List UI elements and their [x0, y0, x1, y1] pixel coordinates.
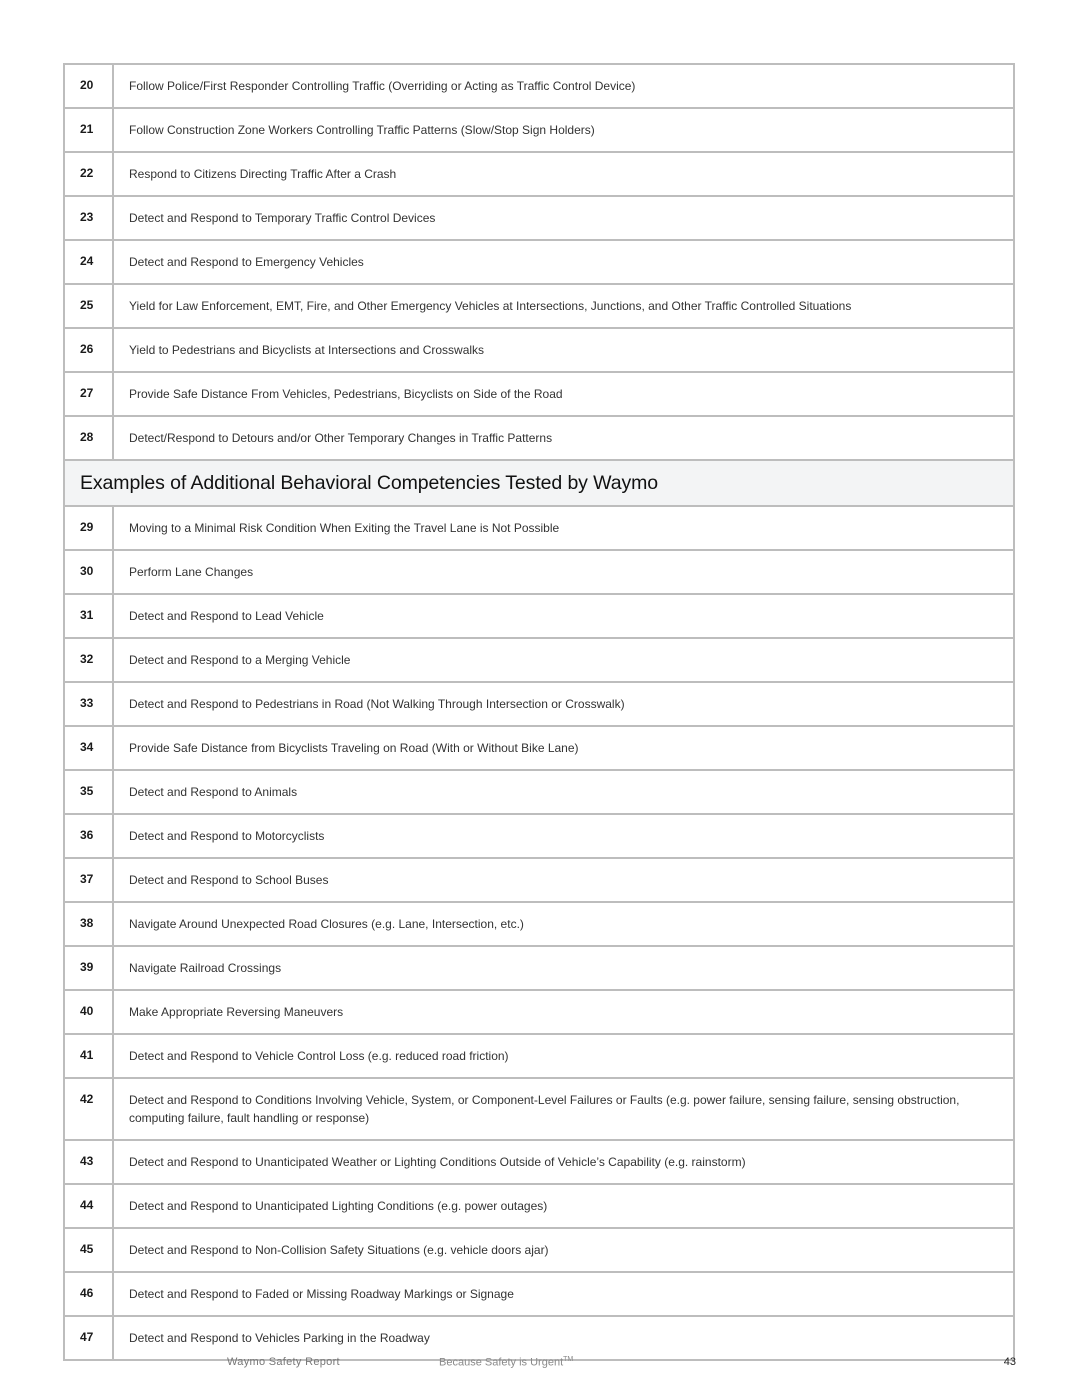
row-number: 28: [65, 417, 114, 459]
row-number: 47: [65, 1317, 114, 1359]
table-row: [65, 683, 1013, 727]
table-row: [65, 109, 1013, 153]
footer-tagline-text: Because Safety is Urgent: [439, 1356, 564, 1369]
row-description: Follow Construction Zone Workers Controlling Traffic Patterns (Slow/Stop Sign Holders): [129, 123, 595, 137]
row-description: Detect and Respond to Vehicles Parking in the Roadway: [129, 1331, 430, 1345]
row-description: Follow Police/First Responder Controlling Traffic (Overriding or Acting as Traffic Control Device): [129, 79, 636, 93]
row-number: 45: [65, 1229, 114, 1271]
row-number: 42: [65, 1079, 114, 1139]
row-description: Detect and Respond to Emergency Vehicles: [129, 255, 364, 269]
row-description: Yield for Law Enforcement, EMT, Fire, and Other Emergency Vehicles at Intersections, Junctions, and Other Traffic Controlled Situations: [129, 299, 852, 313]
row-number: 26: [65, 329, 114, 371]
row-description: Provide Safe Distance from Bicyclists Traveling on Road (With or Without Bike Lane): [129, 741, 579, 755]
row-number: 25: [65, 285, 114, 327]
row-description: Detect and Respond to Faded or Missing Roadway Markings or Signage: [129, 1287, 514, 1301]
row-number: 27: [65, 373, 114, 415]
table-row: [65, 507, 1013, 551]
row-description: Detect/Respond to Detours and/or Other Temporary Changes in Traffic Patterns: [129, 431, 553, 445]
table-row: [65, 639, 1013, 683]
table-row: [65, 771, 1013, 815]
row-number: 22: [65, 153, 114, 195]
table-row: [65, 329, 1013, 373]
table-row: [65, 197, 1013, 241]
row-number: 31: [65, 595, 114, 637]
row-description: Navigate Railroad Crossings: [129, 961, 282, 975]
table-row: [65, 991, 1013, 1035]
row-number: 33: [65, 683, 114, 725]
table-row: [65, 241, 1013, 285]
row-number: 36: [65, 815, 114, 857]
page-number: 43: [1003, 1356, 1016, 1368]
table-row: [65, 859, 1013, 903]
table-section-part2: [65, 507, 1013, 1359]
row-number: 30: [65, 551, 114, 593]
row-description: Provide Safe Distance From Vehicles, Pedestrians, Bicyclists on Side of the Road: [129, 387, 563, 401]
row-description: Detect and Respond to Vehicle Control Loss (e.g. reduced road friction): [129, 1049, 509, 1063]
row-number: 35: [65, 771, 114, 813]
competencies-table: [63, 63, 1015, 1361]
row-number: 40: [65, 991, 114, 1033]
row-description: Detect and Respond to Non-Collision Safety Situations (e.g. vehicle doors ajar): [129, 1243, 549, 1257]
row-description: Moving to a Minimal Risk Condition When Exiting the Travel Lane is Not Possible: [129, 521, 560, 535]
row-number: 29: [65, 507, 114, 549]
row-description: Yield to Pedestrians and Bicyclists at Intersections and Crosswalks: [129, 343, 485, 357]
row-description: Detect and Respond to Unanticipated Lighting Conditions (e.g. power outages): [129, 1199, 548, 1213]
row-number: 43: [65, 1141, 114, 1183]
row-number: 24: [65, 241, 114, 283]
footer-tagline: [439, 1356, 573, 1369]
row-description: Detect and Respond to Pedestrians in Road (Not Walking Through Intersection or Crosswalk): [129, 697, 625, 711]
table-row: [65, 1273, 1013, 1317]
table-row: [65, 285, 1013, 329]
table-row: [65, 1141, 1013, 1185]
table-row: [65, 373, 1013, 417]
table-row: [65, 727, 1013, 771]
row-description: Perform Lane Changes: [129, 565, 254, 579]
row-description: Detect and Respond to Animals: [129, 785, 298, 799]
table-row: [65, 903, 1013, 947]
row-number: 37: [65, 859, 114, 901]
row-description: Detect and Respond to Lead Vehicle: [129, 609, 324, 623]
table-row: [65, 947, 1013, 991]
row-description: Detect and Respond to Conditions Involving Vehicle, System, or Component-Level Failures or Faults (e.g. power failure, sensing failure, sensing obstruction, computing failure, fault handling or response): [129, 1093, 960, 1125]
row-description: Detect and Respond to Unanticipated Weather or Lighting Conditions Outside of Vehicle’s Capability (e.g. rainstorm): [129, 1155, 746, 1169]
row-description: Detect and Respond to a Merging Vehicle: [129, 653, 351, 667]
row-number: 21: [65, 109, 114, 151]
row-number: 38: [65, 903, 114, 945]
table-row: [65, 153, 1013, 197]
row-number: 34: [65, 727, 114, 769]
row-description: Detect and Respond to Motorcyclists: [129, 829, 325, 843]
row-number: 32: [65, 639, 114, 681]
row-number: 46: [65, 1273, 114, 1315]
table-section-part1: [65, 65, 1013, 461]
row-description: Detect and Respond to School Buses: [129, 873, 329, 887]
row-description: Make Appropriate Reversing Maneuvers: [129, 1005, 344, 1019]
footer-trademark: TM: [563, 1356, 574, 1363]
table-row: [65, 815, 1013, 859]
row-number: 41: [65, 1035, 114, 1077]
row-number: 20: [65, 65, 114, 107]
row-number: 39: [65, 947, 114, 989]
table-row: [65, 1229, 1013, 1273]
section-header: Examples of Additional Behavioral Competencies Tested by Waymo: [65, 461, 1013, 507]
table-row: [65, 1079, 1013, 1141]
table-row: [65, 1317, 1013, 1359]
table-row: [65, 1035, 1013, 1079]
table-row: [65, 1185, 1013, 1229]
table-row: [65, 65, 1013, 109]
row-description: Navigate Around Unexpected Road Closures (e.g. Lane, Intersection, etc.): [129, 917, 524, 931]
row-number: 23: [65, 197, 114, 239]
row-number: 44: [65, 1185, 114, 1227]
footer-report-name: Waymo Safety Report: [227, 1356, 340, 1368]
row-description: Detect and Respond to Temporary Traffic Control Devices: [129, 211, 436, 225]
table-row: [65, 551, 1013, 595]
table-row: [65, 417, 1013, 461]
table-row: [65, 595, 1013, 639]
row-description: Respond to Citizens Directing Traffic After a Crash: [129, 167, 397, 181]
